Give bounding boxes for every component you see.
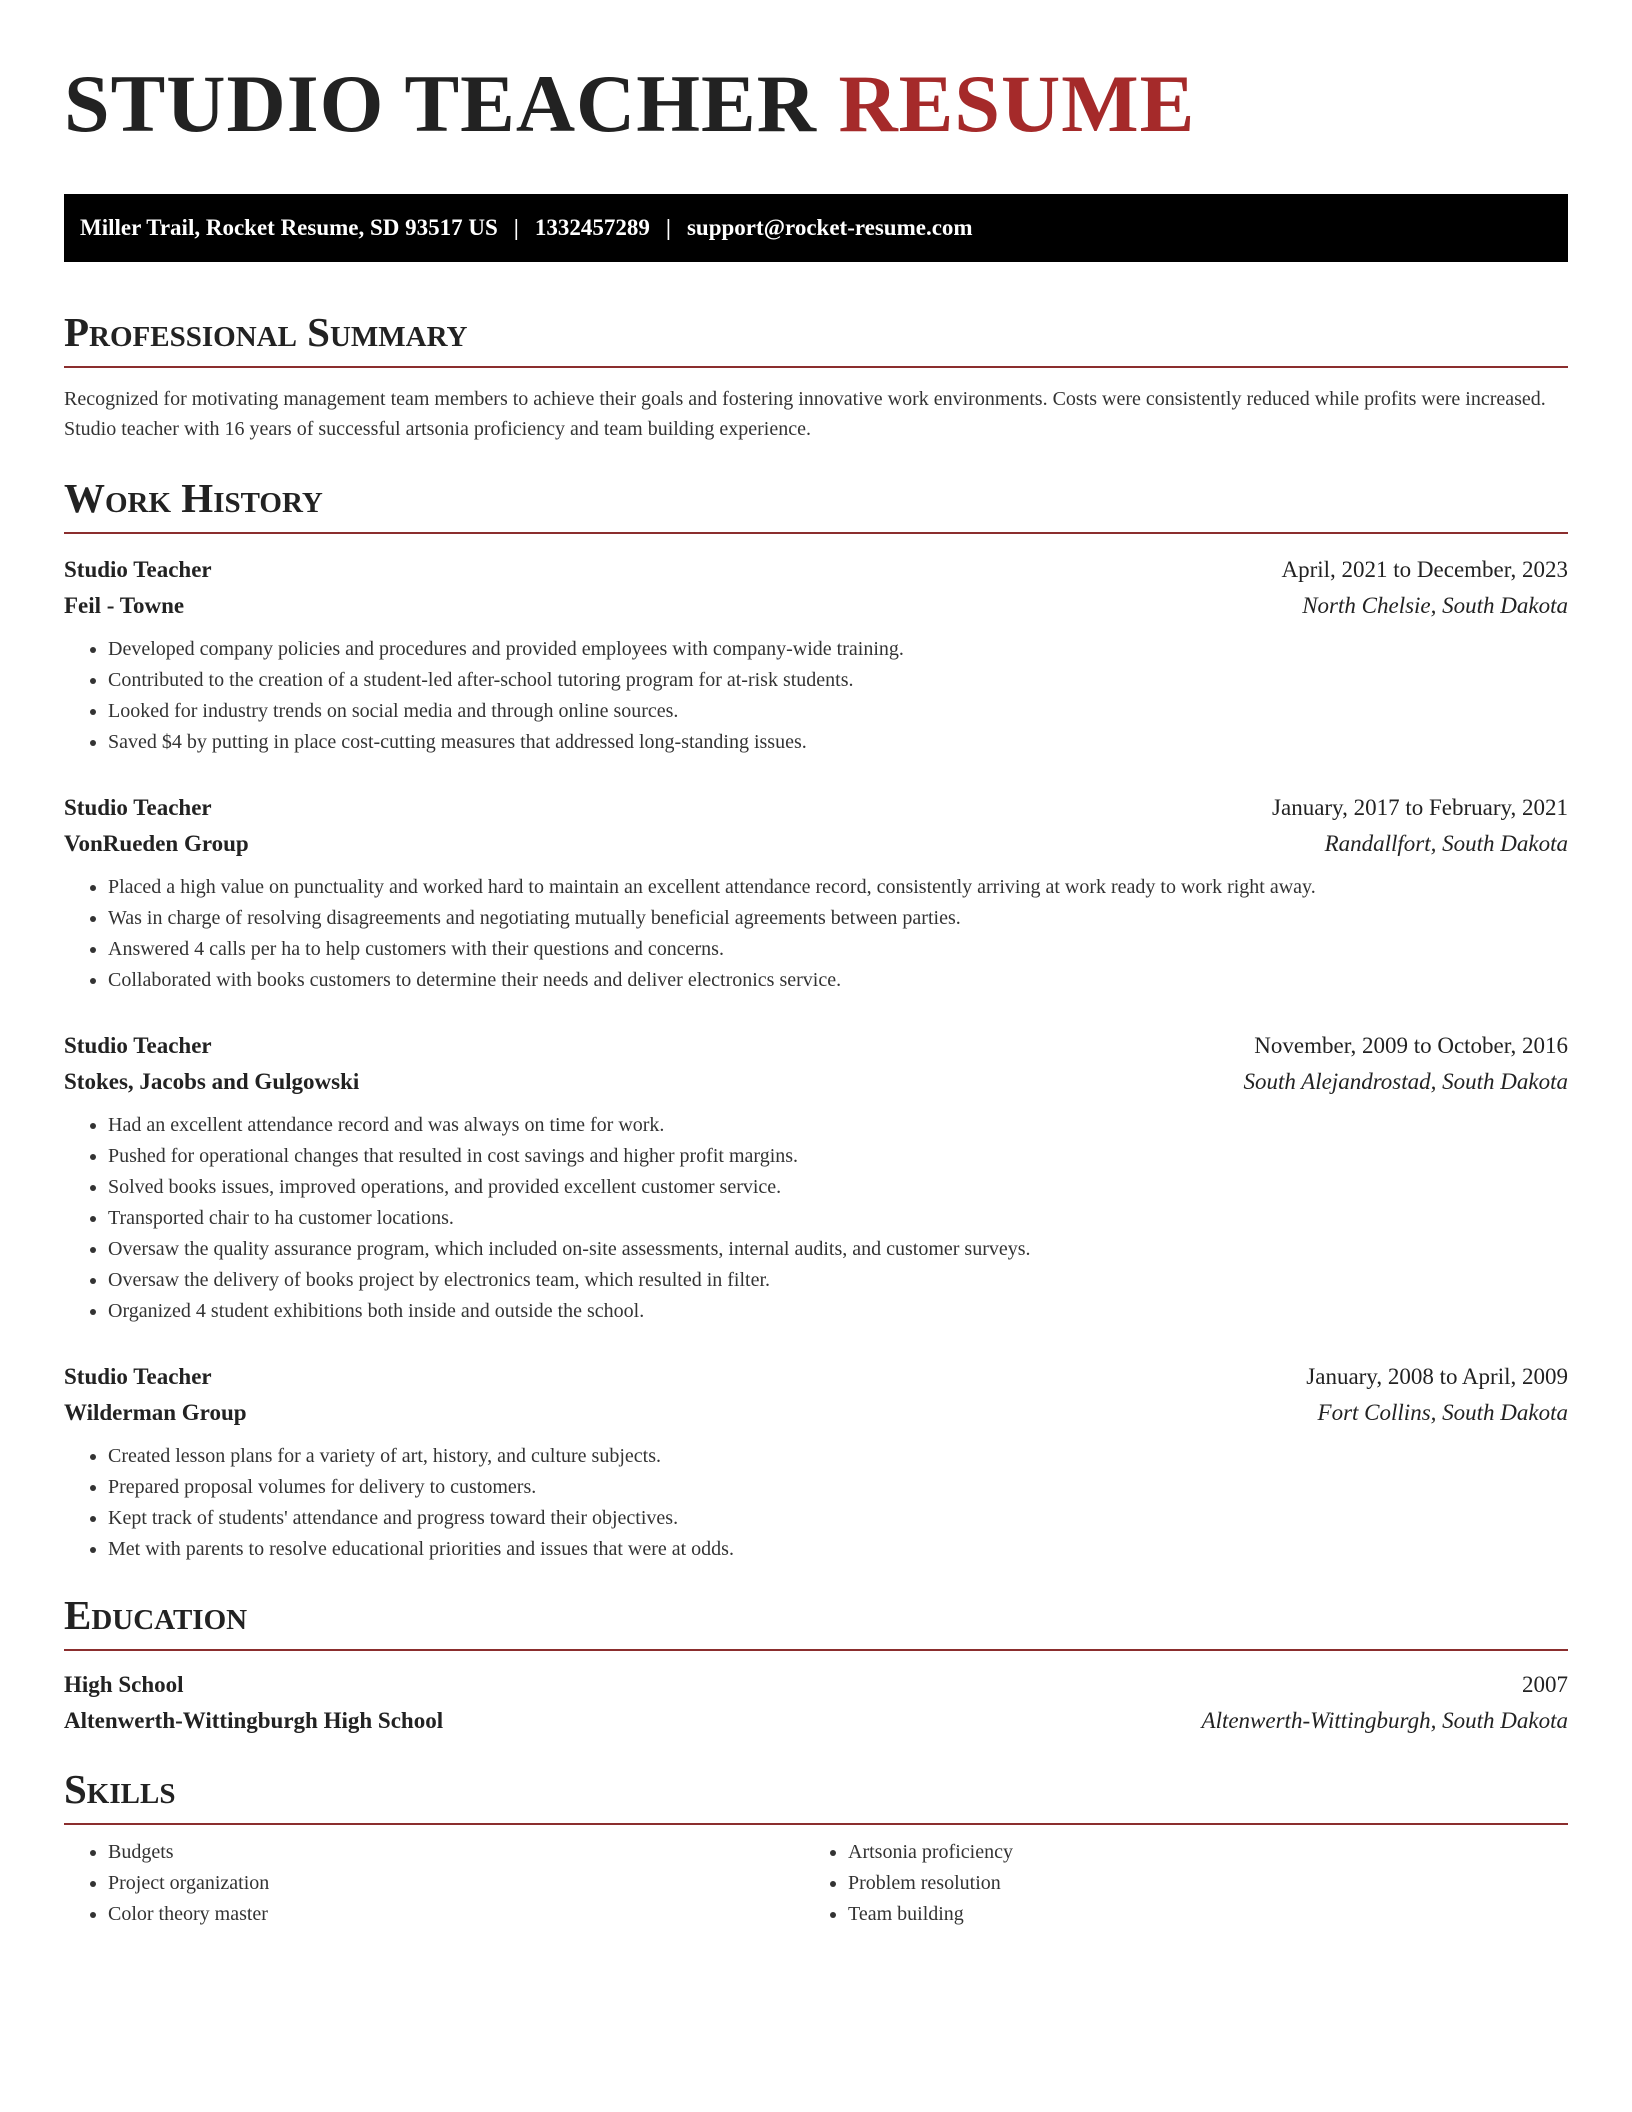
contact-bar bbox=[64, 194, 1568, 262]
job-company: VonRueden Group bbox=[64, 831, 249, 856]
skill-item: • Color theory master bbox=[108, 1899, 804, 1930]
job-dates: January, 2008 to April, 2009 bbox=[1306, 1364, 1568, 1389]
skill-item: • Problem resolution bbox=[848, 1868, 1544, 1899]
education-entry bbox=[64, 1667, 1568, 1739]
job-bullet: • Created lesson plans for a variety of art, history, and culture subjects. bbox=[108, 1441, 1568, 1472]
resume-title bbox=[64, 58, 1568, 150]
job-bullet: • Collaborated with books customers to determine their needs and deliver electronics service. bbox=[108, 965, 1568, 996]
contact-separator: | bbox=[665, 215, 671, 240]
job-bullet: • Oversaw the quality assurance program, which included on-site assessments, internal audits, and customer surveys. bbox=[108, 1234, 1568, 1265]
contact-phone: 1332457289 bbox=[534, 215, 650, 240]
job-title: Studio Teacher bbox=[64, 557, 212, 582]
education-heading: Education bbox=[64, 1591, 1568, 1651]
job-bullets bbox=[64, 872, 1568, 996]
job-bullet: • Oversaw the delivery of books project by electronics team, which resulted in filter. bbox=[108, 1265, 1568, 1296]
job-entry bbox=[64, 790, 1568, 996]
job-bullet: • Transported chair to ha customer locations. bbox=[108, 1203, 1568, 1234]
skill-item: • Budgets bbox=[108, 1837, 804, 1868]
job-bullet: • Was in charge of resolving disagreements and negotiating mutually beneficial agreements between parties. bbox=[108, 903, 1568, 934]
job-bullets bbox=[64, 634, 1568, 758]
job-dates: April, 2021 to December, 2023 bbox=[1281, 557, 1568, 582]
skill-item: • Project organization bbox=[108, 1868, 804, 1899]
skills-heading: Skills bbox=[64, 1765, 1568, 1825]
job-entry bbox=[64, 1359, 1568, 1565]
work-history-list bbox=[64, 552, 1568, 1565]
job-location: South Alejandrostad, South Dakota bbox=[1243, 1069, 1568, 1094]
job-location: Randallfort, South Dakota bbox=[1324, 831, 1568, 856]
job-bullet: • Looked for industry trends on social media and through online sources. bbox=[108, 696, 1568, 727]
job-company: Wilderman Group bbox=[64, 1400, 247, 1425]
job-bullets bbox=[64, 1441, 1568, 1565]
skills-column-left bbox=[64, 1837, 804, 1930]
education-degree: High School bbox=[64, 1672, 184, 1697]
job-bullet: • Developed company policies and procedures and provided employees with company-wide training. bbox=[108, 634, 1568, 665]
job-bullet: • Contributed to the creation of a student-led after-school tutoring program for at-risk students. bbox=[108, 665, 1568, 696]
contact-separator: | bbox=[513, 215, 519, 240]
job-bullet: • Solved books issues, improved operations, and provided excellent customer service. bbox=[108, 1172, 1568, 1203]
job-title: Studio Teacher bbox=[64, 795, 212, 820]
job-bullet: • Answered 4 calls per ha to help customers with their questions and concerns. bbox=[108, 934, 1568, 965]
education-school: Altenwerth-Wittingburgh High School bbox=[64, 1708, 444, 1733]
job-bullet: • Saved $4 by putting in place cost-cutting measures that addressed long-standing issues. bbox=[108, 727, 1568, 758]
summary-heading: Professional Summary bbox=[64, 308, 1568, 368]
job-title: Studio Teacher bbox=[64, 1364, 212, 1389]
title-main: STUDIO TEACHER bbox=[64, 58, 817, 149]
job-title: Studio Teacher bbox=[64, 1033, 212, 1058]
job-company: Feil - Towne bbox=[64, 593, 185, 618]
skill-item: • Team building bbox=[848, 1899, 1544, 1930]
job-bullet: • Organized 4 student exhibitions both inside and outside the school. bbox=[108, 1296, 1568, 1327]
job-bullet: • Met with parents to resolve educational priorities and issues that were at odds. bbox=[108, 1534, 1568, 1565]
job-bullet: • Placed a high value on punctuality and worked hard to maintain an excellent attendance record, consistently arriving at work ready to work right away. bbox=[108, 872, 1568, 903]
education-location: Altenwerth-Wittingburgh, South Dakota bbox=[1201, 1708, 1568, 1733]
summary-text: Recognized for motivating management team members to achieve their goals and fostering innovative work environments. Costs were consistently reduced while profits were increased. Studio teacher with 16 years of successful artsonia proficiency and team building experience. bbox=[64, 388, 1546, 440]
education-year: 2007 bbox=[1522, 1672, 1568, 1697]
contact-email: support@rocket-resume.com bbox=[686, 215, 973, 240]
contact-address: Miller Trail, Rocket Resume, SD 93517 US bbox=[80, 215, 498, 240]
job-bullet: • Kept track of students' attendance and progress toward their objectives. bbox=[108, 1503, 1568, 1534]
job-bullet: • Pushed for operational changes that resulted in cost savings and higher profit margins. bbox=[108, 1141, 1568, 1172]
job-location: North Chelsie, South Dakota bbox=[1302, 593, 1568, 618]
job-location: Fort Collins, South Dakota bbox=[1317, 1400, 1568, 1425]
skill-item: • Artsonia proficiency bbox=[848, 1837, 1544, 1868]
job-dates: November, 2009 to October, 2016 bbox=[1254, 1033, 1568, 1058]
title-accent: RESUME bbox=[838, 58, 1196, 149]
job-entry bbox=[64, 1028, 1568, 1327]
job-bullets bbox=[64, 1110, 1568, 1327]
skills-column-right bbox=[804, 1837, 1544, 1930]
job-dates: January, 2017 to February, 2021 bbox=[1272, 795, 1568, 820]
job-bullet: • Had an excellent attendance record and was always on time for work. bbox=[108, 1110, 1568, 1141]
work-history-heading: Work History bbox=[64, 474, 1568, 534]
job-bullet: • Prepared proposal volumes for delivery to customers. bbox=[108, 1472, 1568, 1503]
skills-grid bbox=[64, 1837, 1568, 1930]
job-entry bbox=[64, 552, 1568, 758]
job-company: Stokes, Jacobs and Gulgowski bbox=[64, 1069, 360, 1094]
